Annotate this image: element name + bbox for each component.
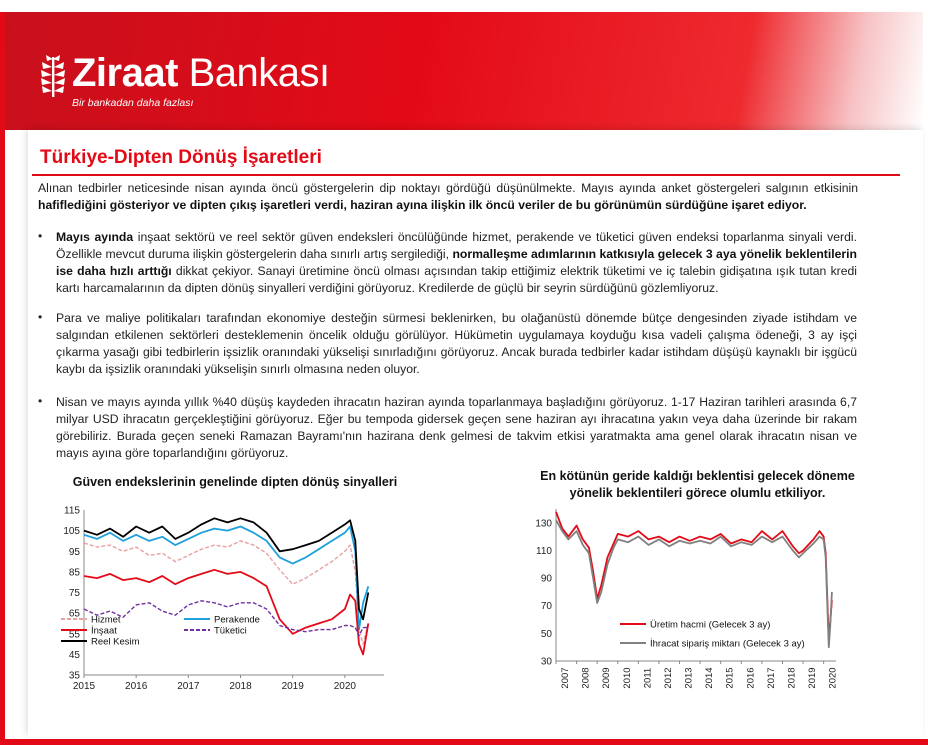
bullet-1-text-b: dikkat çekiyor. Sanayi üretimine öncü olması açısından takip ettiğimiz elektrik tüketimi ve iç talebin gidişatına ışık tutan kredi kartı harcamalarının da dipten dönüş sinyalleri verdiğini görüyoruz. Kredilerde de güçlü bir seyrin sürdüğünü gözlemliyoruz. — [56, 264, 857, 295]
x-tick-label: 2017 — [765, 667, 777, 689]
legend-label: Reel Kesim — [91, 636, 140, 648]
intro-bold-text: hafiflediğini gösteriyor ve dipten çıkış işaretleri verdi, haziran ayına ilişkin ilk öncü veriler de bu görünümün sürdüğüne işaret ediyor. — [38, 198, 807, 212]
x-tick-label: 2019 — [281, 681, 304, 692]
y-tick-label: 45 — [68, 649, 80, 661]
brand-name-light: Bankası — [188, 51, 330, 95]
y-tick-label: 65 — [68, 608, 80, 620]
bullet-paragraph-1 — [56, 229, 857, 297]
y-tick-label: 75 — [68, 588, 80, 599]
x-tick-label: 2007 — [560, 667, 571, 689]
brand-name — [72, 50, 330, 96]
chart-1-title: Güven endekslerinin genelinde dipten dönüş sinyalleri — [72, 475, 398, 489]
chart-2 — [528, 505, 868, 700]
bullet-1-bold-b: normalleşme adımlarının katkısıyla gelecek 3 aya yönelik beklentilerin ise daha hızlı arttığı — [56, 247, 857, 278]
bullet-marker-1: • — [38, 229, 43, 243]
bullet-3-text: Nisan ve mayıs ayında yıllık %40 düşüş kaydeden ihracatın haziran ayında toparlanmaya başladığını görüyoruz. 1-17 Haziran tarihleri arasında 6,7 milyar USD ihracatın gerçekleştiğini görüyoruz. Eğer bu tempoda gidersek geçen sene haziran ayı ihracatına yakın veya daha üzerinde bir rakam görebiliriz. Burada geçen seneki Ramazan Bayramı'nın hazirana denk gelmesi de takvim etkisi yaratmakta ama genel olarak ihracatın nisan ve mayıs ayına göre toparlandığını görüyoruz. — [56, 395, 857, 460]
legend-label: Tüketici — [214, 625, 247, 637]
y-tick-label: 70 — [540, 601, 552, 613]
y-tick-label: 90 — [540, 573, 552, 585]
chart-1 — [44, 500, 404, 700]
y-tick-label: 30 — [540, 656, 552, 668]
x-tick-label: 2010 — [621, 667, 633, 689]
y-tick-label: 115 — [64, 505, 80, 517]
x-tick-label: 2015 — [724, 667, 736, 689]
y-tick-label: 50 — [540, 628, 552, 640]
y-tick-label: 105 — [63, 526, 80, 538]
x-tick-label: 2008 — [580, 667, 592, 689]
x-tick-label: 2016 — [125, 681, 148, 692]
bottom-accent-bar — [0, 739, 928, 745]
x-tick-label: 2018 — [786, 667, 798, 689]
x-tick-label: 2019 — [807, 667, 819, 689]
x-tick-label: 2009 — [601, 667, 613, 689]
intro-text: Alınan tedbirler neticesinde nisan ayında öncü göstergelerin dip noktayı gördüğü düşünülmekte. Mayıs ayında anket göstergeleri salgının etkisinin — [38, 181, 858, 195]
x-tick-label: 2020 — [333, 681, 356, 692]
y-tick-label: 35 — [68, 670, 80, 682]
x-tick-label: 2018 — [229, 681, 252, 692]
legend-label: Üretim hacmi (Gelecek 3 ay) — [650, 619, 771, 631]
x-tick-label: 2013 — [683, 667, 695, 689]
title-underline — [32, 174, 900, 176]
legend-label: İnşaat — [91, 625, 117, 637]
y-tick-label: 55 — [68, 629, 80, 641]
wheat-icon — [40, 55, 66, 97]
chart-2-title: En kötünün geride kaldığı beklentisi gelecek döneme yönelik beklentileri görece olumlu etkiliyor. — [540, 469, 855, 500]
bullet-paragraph-2 — [56, 310, 857, 378]
brand-name-bold: Ziraat — [72, 51, 178, 95]
y-tick-label: 130 — [535, 518, 552, 530]
y-tick-label: 85 — [68, 567, 80, 579]
series-line-5 — [84, 518, 368, 619]
y-tick-label: 95 — [68, 546, 80, 558]
x-tick-label: 2015 — [72, 681, 96, 692]
bullet-paragraph-3 — [56, 394, 857, 462]
x-tick-label: 2012 — [662, 667, 674, 689]
bullet-marker-2: • — [38, 310, 43, 324]
bullet-1-text-a: inşaat sektörü ve reel sektör güven endeksleri öncülüğünde hizmet, perakende ve tüketici güven endeksi toparlanma sinyali verdi. Özellikle mevcut duruma ilişkin göstergelerin daha sınırlı artış sergilediği, — [56, 230, 857, 261]
x-tick-label: 2020 — [827, 667, 839, 689]
x-tick-label: 2017 — [177, 681, 200, 692]
legend-label: Hizmet — [91, 614, 121, 626]
page-title: Türkiye-Dipten Dönüş İşaretleri — [40, 147, 322, 168]
bullet-2-text: Para ve maliye politikaları tarafından ekonomiye desteğin sürmesi beklenirken, bu olağanüstü dönemde bütçe dengesinden ziyade istihdam ve salgından etkilenen sektörleri desteklemenin öncelik olduğu görülüyor. Hükümetin uygulamaya koyduğu kısa vadeli çalışma ödeneği, 3 ay işçi çıkarma yasağı gibi tedbirlerin işsizlik oranındaki yükselişi sınırladığını görüyoruz. Ancak burada tedbirler kadar istihdam düşüşü kaynaklı bir işgücü kaybı da işsizlik oranındaki yükselişin sınırlı olmasına neden oluyor. — [56, 311, 857, 376]
bullet-marker-3: • — [38, 394, 43, 408]
intro-paragraph — [38, 180, 858, 214]
brand-tagline: Bir bankadan daha fazlası — [72, 97, 194, 109]
bullet-1-bold-a: Mayıs ayında — [56, 230, 134, 244]
legend-label: Perakende — [214, 614, 260, 626]
y-tick-label: 110 — [536, 545, 552, 557]
x-tick-label: 2011 — [642, 667, 654, 689]
legend-label: İhracat sipariş miktarı (Gelecek 3 ay) — [650, 638, 805, 650]
x-tick-label: 2014 — [704, 667, 716, 689]
x-tick-label: 2016 — [745, 667, 757, 689]
